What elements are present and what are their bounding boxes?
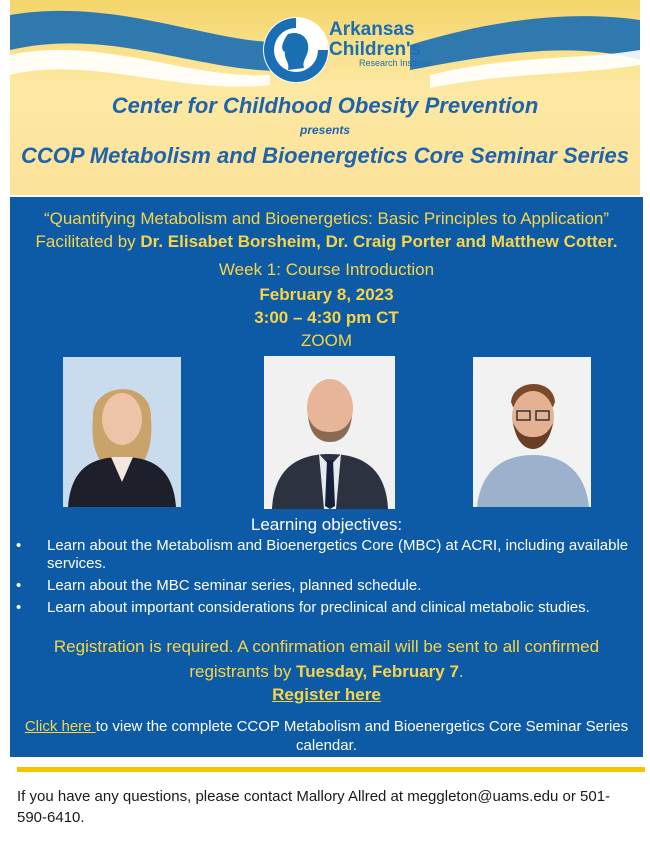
objectives-list xyxy=(10,537,643,621)
objectives-title: Learning objectives: xyxy=(250,515,403,534)
photo-man-bald xyxy=(264,356,395,509)
logo-line-2: Children's xyxy=(329,39,422,60)
facilitated-prefix: Facilitated by xyxy=(35,232,141,251)
registration-line-1: Registration is required. A confirmation email will be sent to all confirmed xyxy=(53,637,600,656)
objective-text: Learn about the MBC seminar series, planned schedule. xyxy=(47,577,422,594)
event-time: 3:00 – 4:30 pm CT xyxy=(254,308,399,327)
facilitator-names: Dr. Elisabet Borsheim, Dr. Craig Porter and Matthew Cotter. xyxy=(140,232,618,251)
objective-text: Learn about important considerations for preclinical and clinical metabolic studies. xyxy=(47,599,590,616)
header-banner xyxy=(10,0,640,195)
event-panel xyxy=(10,197,643,757)
registration-deadline: Tuesday, February 7 xyxy=(296,662,459,681)
calendar-line-1 xyxy=(10,718,643,735)
calendar-text: to view the complete CCOP Metabolism and Bioenergetics Core Seminar Series xyxy=(95,718,629,735)
facilitators-line xyxy=(10,232,643,252)
event-location: ZOOM xyxy=(301,331,352,350)
list-item: • Learn about the MBC seminar series, planned schedule. xyxy=(16,577,422,594)
seminar-title: “Quantifying Metabolism and Bioenergetics: Basic Principles to Application” xyxy=(43,209,610,228)
calendar-line-2: calendar. xyxy=(296,737,357,754)
registration-prefix: registrants by xyxy=(189,662,297,681)
center-title: Center for Childhood Obesity Prevention xyxy=(111,93,539,118)
register-here-link[interactable]: Register here xyxy=(272,685,381,704)
photo-man-glasses xyxy=(473,357,591,507)
registration-line-2 xyxy=(10,662,643,682)
list-item: • Learn about important considerations for preclinical and clinical metabolic studies. xyxy=(16,599,590,616)
contact-footer: If you have any questions, please contact Mallory Allred at meggleton@uams.edu or 501-590-6410. xyxy=(17,788,611,826)
presents-label: presents xyxy=(299,123,351,137)
series-title: CCOP Metabolism and Bioenergetics Core Seminar Series xyxy=(20,143,630,168)
objective-text: Learn about the Metabolism and Bioenergetics Core (MBC) at ACRI, including available services. xyxy=(47,537,629,572)
logo-line-3: Research Institute xyxy=(359,58,432,68)
click-here-link[interactable]: Click here xyxy=(24,718,96,735)
list-item: • Learn about the Metabolism and Bioenergetics Core (MBC) at ACRI, including available services. xyxy=(16,537,629,572)
divider xyxy=(17,767,645,772)
photo-woman-blonde xyxy=(63,357,181,507)
logo-wordmark xyxy=(329,20,432,69)
event-date: February 8, 2023 xyxy=(259,285,394,304)
week-label: Week 1: Course Introduction xyxy=(218,260,435,279)
registration-suffix: . xyxy=(458,662,464,681)
logo-line-1: Arkansas xyxy=(329,19,415,40)
